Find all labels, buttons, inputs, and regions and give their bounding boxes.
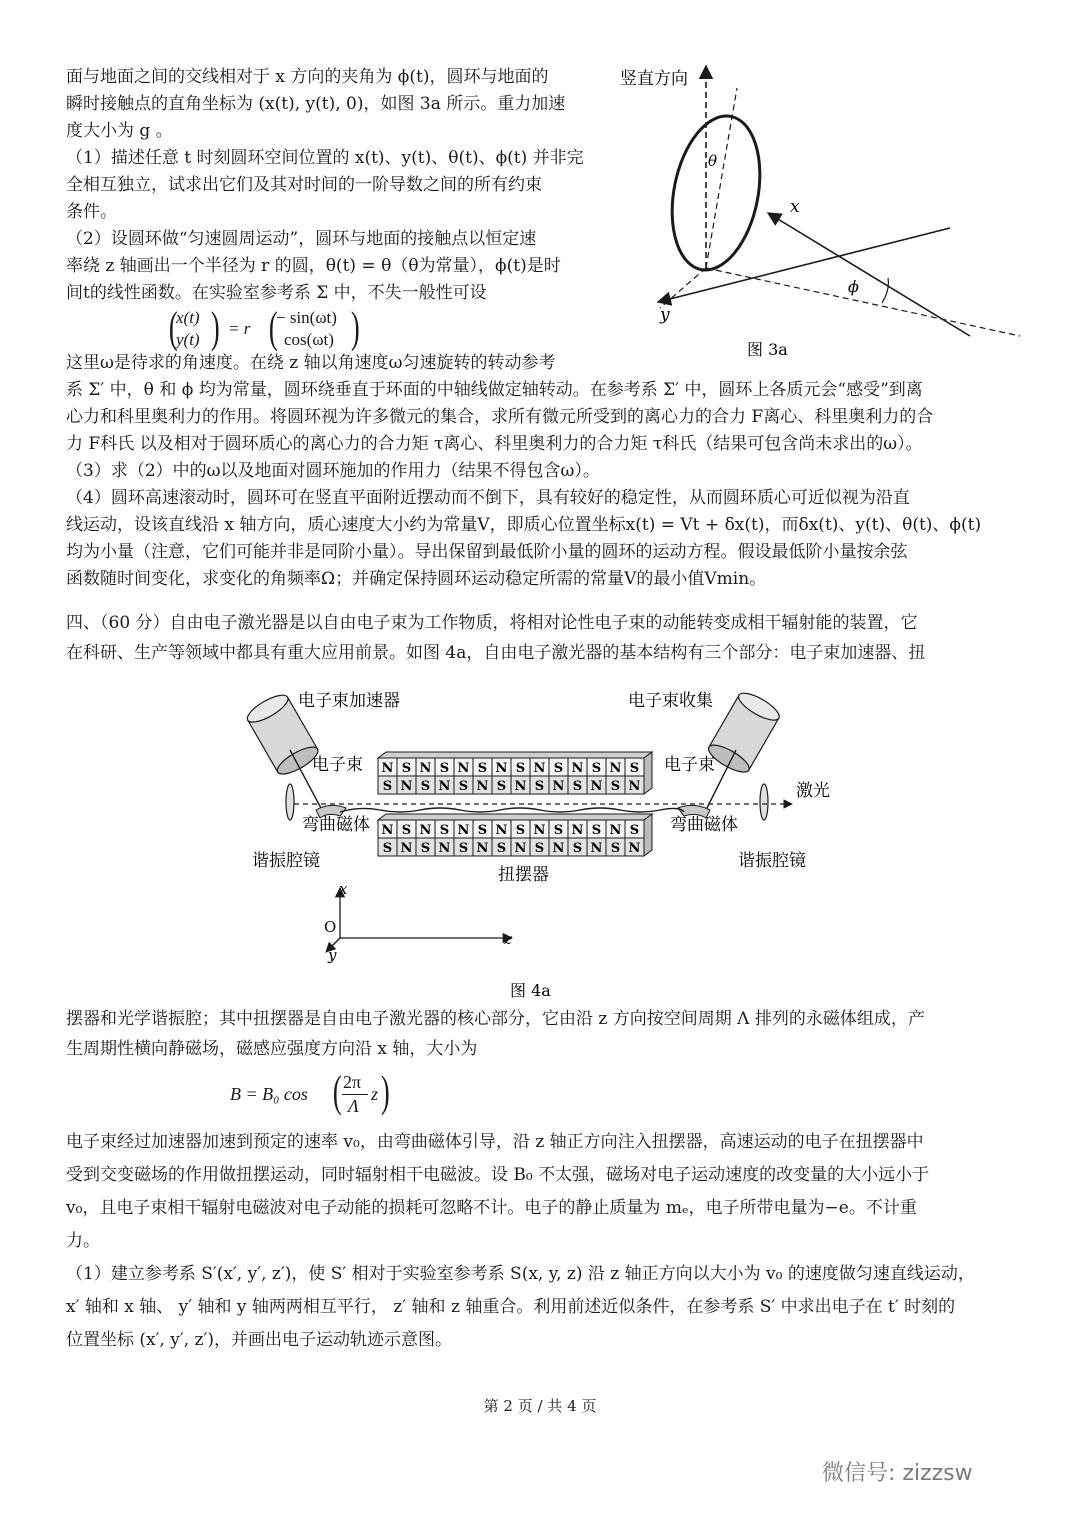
eq-b-lhs: B = B₀ cos: [230, 1084, 308, 1104]
collector-label: 电子束收集: [628, 691, 713, 711]
text-line: 瞬时接触点的直角坐标为 (x(t), y(t), 0)，如图 3a 所示。重力加速: [66, 94, 566, 114]
text-line: 率绕 z 轴画出一个半径为 r 的圆，θ(t) = θ（θ为常量），ϕ(t)是时: [66, 256, 561, 276]
magnet-pole-label: N: [419, 823, 432, 838]
axis-x-label: x: [339, 880, 348, 898]
magnet-pole-label: N: [628, 779, 641, 794]
theta-label: θ: [708, 152, 718, 170]
magnet-pole-label: S: [515, 823, 526, 838]
magnet-pole-label: S: [553, 823, 564, 838]
magnet-pole-label: S: [458, 779, 469, 794]
text-line: 力 F科氏 以及相对于圆环质心的离心力的合力矩 τ离心、科里奥利力的合力矩 τ科氏（结果可包含尚未求出的ω）。: [66, 434, 923, 454]
magnet-pole-label: S: [458, 841, 469, 856]
lower-magnet-array: [378, 814, 652, 856]
magnet-pole-label: S: [401, 761, 412, 776]
eq-b-num: 2π: [343, 1072, 362, 1092]
magnet-pole-label: N: [476, 841, 489, 856]
magnet-pole-label: N: [571, 761, 584, 776]
mirror-right: [760, 784, 768, 820]
magnet-pole-label: N: [514, 779, 527, 794]
beam-right-label: 电子束: [664, 755, 715, 775]
section4-intro: [66, 608, 925, 668]
magnet-pole-label: N: [438, 779, 451, 794]
magnet-pole-label: S: [591, 761, 602, 776]
text-line: 生周期性横向静磁场，磁感应强度方向沿 x 轴，大小为: [66, 1039, 478, 1059]
ring-ellipse: [660, 108, 772, 277]
bend-right-label: 弯曲磁体: [670, 815, 738, 835]
eq-b-den: Λ: [348, 1096, 359, 1116]
phi-label: ϕ: [848, 277, 859, 296]
text-line: 条件。: [66, 202, 117, 222]
magnet-pole-label: N: [457, 823, 470, 838]
magnet-pole-label: S: [572, 779, 583, 794]
text-line: 线运动，设该直线沿 x 轴方向，质心速度大小约为常量V，即质心位置坐标x(t) = Vt + δx(t)，而δx(t)、y(t)、θ(t)、ϕ(t): [66, 515, 982, 535]
magnet-pole-label: S: [439, 761, 450, 776]
text-line: 度大小为 g 。: [66, 121, 173, 141]
magnet-pole-label: S: [382, 841, 393, 856]
magnet-pole-label: S: [477, 761, 488, 776]
magnet-pole-label: N: [609, 823, 622, 838]
magnet-pole-label: N: [533, 823, 546, 838]
eq-b-var: z: [371, 1084, 379, 1104]
text-line: 面与地面之间的交线相对于 x 方向的夹角为 ϕ(t)，圆环与地面的: [66, 67, 549, 87]
text-line: 心力和科里奥利力的作用。将圆环视为许多微元的集合，求所有微元所受到的离心力的合力 F离心、科里奥利力的合: [66, 407, 934, 427]
text-line: （1）建立参考系 S′(x′, y′, z′)，使 S′ 相对于实验室参考系 S(x, y, z) 沿 z 轴正方向以大小为 v₀ 的速度做匀速直线运动，: [66, 1264, 975, 1284]
magnet-pole-label: S: [534, 779, 545, 794]
text-line: 函数随时间变化，求变化的角频率Ω；并确定保持圆环运动稳定所需的常量V的最小值Vmin。: [66, 569, 767, 589]
magnet-pole-label: N: [495, 761, 508, 776]
magnet-pole-label: S: [420, 841, 431, 856]
magnet-pole-label: S: [591, 823, 602, 838]
section3-paragraph-2: [66, 350, 981, 593]
axis-y-label: y: [328, 946, 337, 964]
figure-4a: [240, 680, 840, 1010]
text-line: 力。: [66, 1231, 100, 1251]
magnet-pole-label: N: [400, 841, 413, 856]
watermark: 微信号: zizzsw: [822, 1461, 973, 1486]
magnet-pole-label: S: [496, 779, 507, 794]
magnet-pole-label: N: [628, 841, 641, 856]
magnet-pole-label: S: [534, 841, 545, 856]
text-line: 均为小量（注意，它们可能并非是同阶小量）。导出保留到最低阶小量的圆环的运动方程。假设最低阶小量按余弦: [66, 542, 908, 562]
magnet-pole-label: N: [381, 823, 394, 838]
text-line: 间t的线性函数。在实验室参考系 Σ 中，不失一般性可设: [66, 283, 487, 303]
magnet-pole-label: S: [439, 823, 450, 838]
text-line: （1）描述任意 t 时刻圆环空间位置的 x(t)、y(t)、θ(t)、ϕ(t) 并非完: [66, 148, 584, 168]
magnet-pole-label: N: [438, 841, 451, 856]
y-axis-label: y: [660, 305, 670, 325]
page-footer: 第 2 页 / 共 4 页: [483, 1397, 597, 1415]
text-line: （2）设圆环做“匀速圆周运动”，圆环与地面的接触点以恒定速: [66, 229, 537, 249]
eq-rhs-bottom: cos(ωt): [284, 330, 334, 349]
section4-paragraph-2: [66, 1004, 925, 1064]
eq-lhs-top: x(t): [176, 308, 200, 327]
text-line: x′ 轴和 x 轴、 y′ 轴和 y 轴两两相互平行， z′ 轴和 z 轴重合。利用前述近似条件，在参考系 S′ 中求出电子在 t′ 时刻的: [66, 1297, 956, 1317]
magnet-top-face: [378, 814, 652, 820]
magnet-pole-label: N: [590, 779, 603, 794]
bend-left-label: 弯曲磁体: [302, 815, 370, 835]
section3-paragraph-1: [66, 64, 584, 307]
eq-rhs-top: − sin(ωt): [276, 308, 337, 327]
magnet-pole-label: S: [553, 761, 564, 776]
laser-label: 激光: [796, 781, 830, 801]
magnet-pole-label: N: [552, 779, 565, 794]
magnet-pole-label: S: [629, 823, 640, 838]
magnet-pole-label: S: [477, 823, 488, 838]
magnet-pole-label: N: [533, 761, 546, 776]
undulator-label: 扭摆器: [498, 865, 549, 885]
mirror-right-label: 谐振腔镜: [738, 851, 806, 871]
mirror-left-label: 谐振腔镜: [252, 851, 320, 871]
text-line: 四、（60 分）自由电子激光器是以自由电子束为工作物质，将相对论性电子束的动能转变成相干辐射能的装置，它: [66, 613, 918, 633]
magnet-top-face: [378, 752, 652, 758]
text-line: 这里ω是待求的角速度。在绕 z 轴以角速度ω匀速旋转的转动参考: [66, 353, 556, 373]
magnet-pole-label: S: [420, 779, 431, 794]
axis-z-label: z: [504, 930, 512, 948]
text-line: 电子束经过加速器加速到预定的速率 v₀，由弯曲磁体引导，沿 z 轴正方向注入扭摆器，高速运动的电子在扭摆器中: [66, 1132, 924, 1152]
magnet-pole-label: N: [400, 779, 413, 794]
eq-equals: = r: [228, 319, 251, 338]
magnet-pole-label: S: [610, 779, 621, 794]
section4-paragraph-3: [66, 1126, 975, 1357]
text-line: v₀，且电子束相干辐射电磁波对电子动能的损耗可忽略不计。电子的静止质量为 mₑ，电子所带电量为−e。不计重: [66, 1198, 917, 1218]
magnet-pole-label: S: [401, 823, 412, 838]
magnet-pole-label: S: [572, 841, 583, 856]
text-line: 受到交变磁场的作用做扭摆运动，同时辐射相干电磁波。设 B₀ 不太强，磁场对电子运动速度的改变量的大小远小于: [66, 1165, 930, 1185]
x-axis-label: x: [790, 197, 800, 217]
magnet-pole-label: N: [514, 841, 527, 856]
text-line: 系 Σ′ 中，θ 和 ϕ 均为常量，圆环绕垂直于环面的中轴线做定轴转动。在参考系 Σ′ 中，圆环上各质元会“感受”到离: [66, 380, 923, 400]
magnet-side-face: [644, 814, 652, 856]
magnet-pole-label: N: [381, 761, 394, 776]
magnet-pole-label: S: [382, 779, 393, 794]
magnet-pole-label: S: [629, 761, 640, 776]
text-line: 位置坐标 (x′, y′, z′)，并画出电子运动轨迹示意图。: [66, 1330, 453, 1350]
magnet-side-face: [644, 752, 652, 794]
vertical-direction-label: 竖直方向: [620, 69, 688, 89]
magnet-pole-label: N: [571, 823, 584, 838]
magnet-pole-label: N: [419, 761, 432, 776]
upper-magnet-array: [378, 752, 652, 794]
text-line: 摆器和光学谐振腔；其中扭摆器是自由电子激光器的核心部分，它由沿 z 方向按空间周期 Λ 排列的永磁体组成，产: [66, 1009, 925, 1029]
accelerator-label: 电子束加速器: [298, 691, 400, 711]
fig3a-caption: 图 3a: [747, 340, 788, 359]
collector-cylinder: [705, 688, 783, 777]
text-line: 全相互独立，试求出它们及其对时间的一阶导数之间的所有约束: [66, 175, 542, 195]
magnet-pole-label: N: [609, 761, 622, 776]
magnet-pole-label: S: [515, 761, 526, 776]
magnet-pole-label: N: [590, 841, 603, 856]
magnet-pole-label: N: [457, 761, 470, 776]
fig4a-caption: 图 4a: [510, 981, 551, 1000]
beam-left-label: 电子束: [312, 755, 363, 775]
magnet-pole-label: N: [495, 823, 508, 838]
electron-beam-path: [340, 808, 684, 812]
magnet-pole-label: S: [610, 841, 621, 856]
text-line: 在科研、生产等领域中都具有重大应用前景。如图 4a，自由电子激光器的基本结构有三个部分：电子束加速器、扭: [66, 643, 926, 663]
magnet-pole-label: N: [476, 779, 489, 794]
magnet-pole-label: N: [552, 841, 565, 856]
magnet-pole-label: S: [496, 841, 507, 856]
axis-o-label: O: [324, 918, 337, 936]
figure-3a: [620, 58, 1040, 368]
mirror-left: [286, 784, 294, 820]
text-line: （3）求（2）中的ω以及地面对圆环施加的作用力（结果不得包含ω）。: [66, 461, 600, 481]
eq-lhs-bottom: y(t): [176, 330, 200, 349]
text-line: （4）圆环高速滚动时，圆环可在竖直平面附近摆动而不倒下，具有较好的稳定性，从而圆环质心可近似视为沿直: [66, 488, 910, 508]
